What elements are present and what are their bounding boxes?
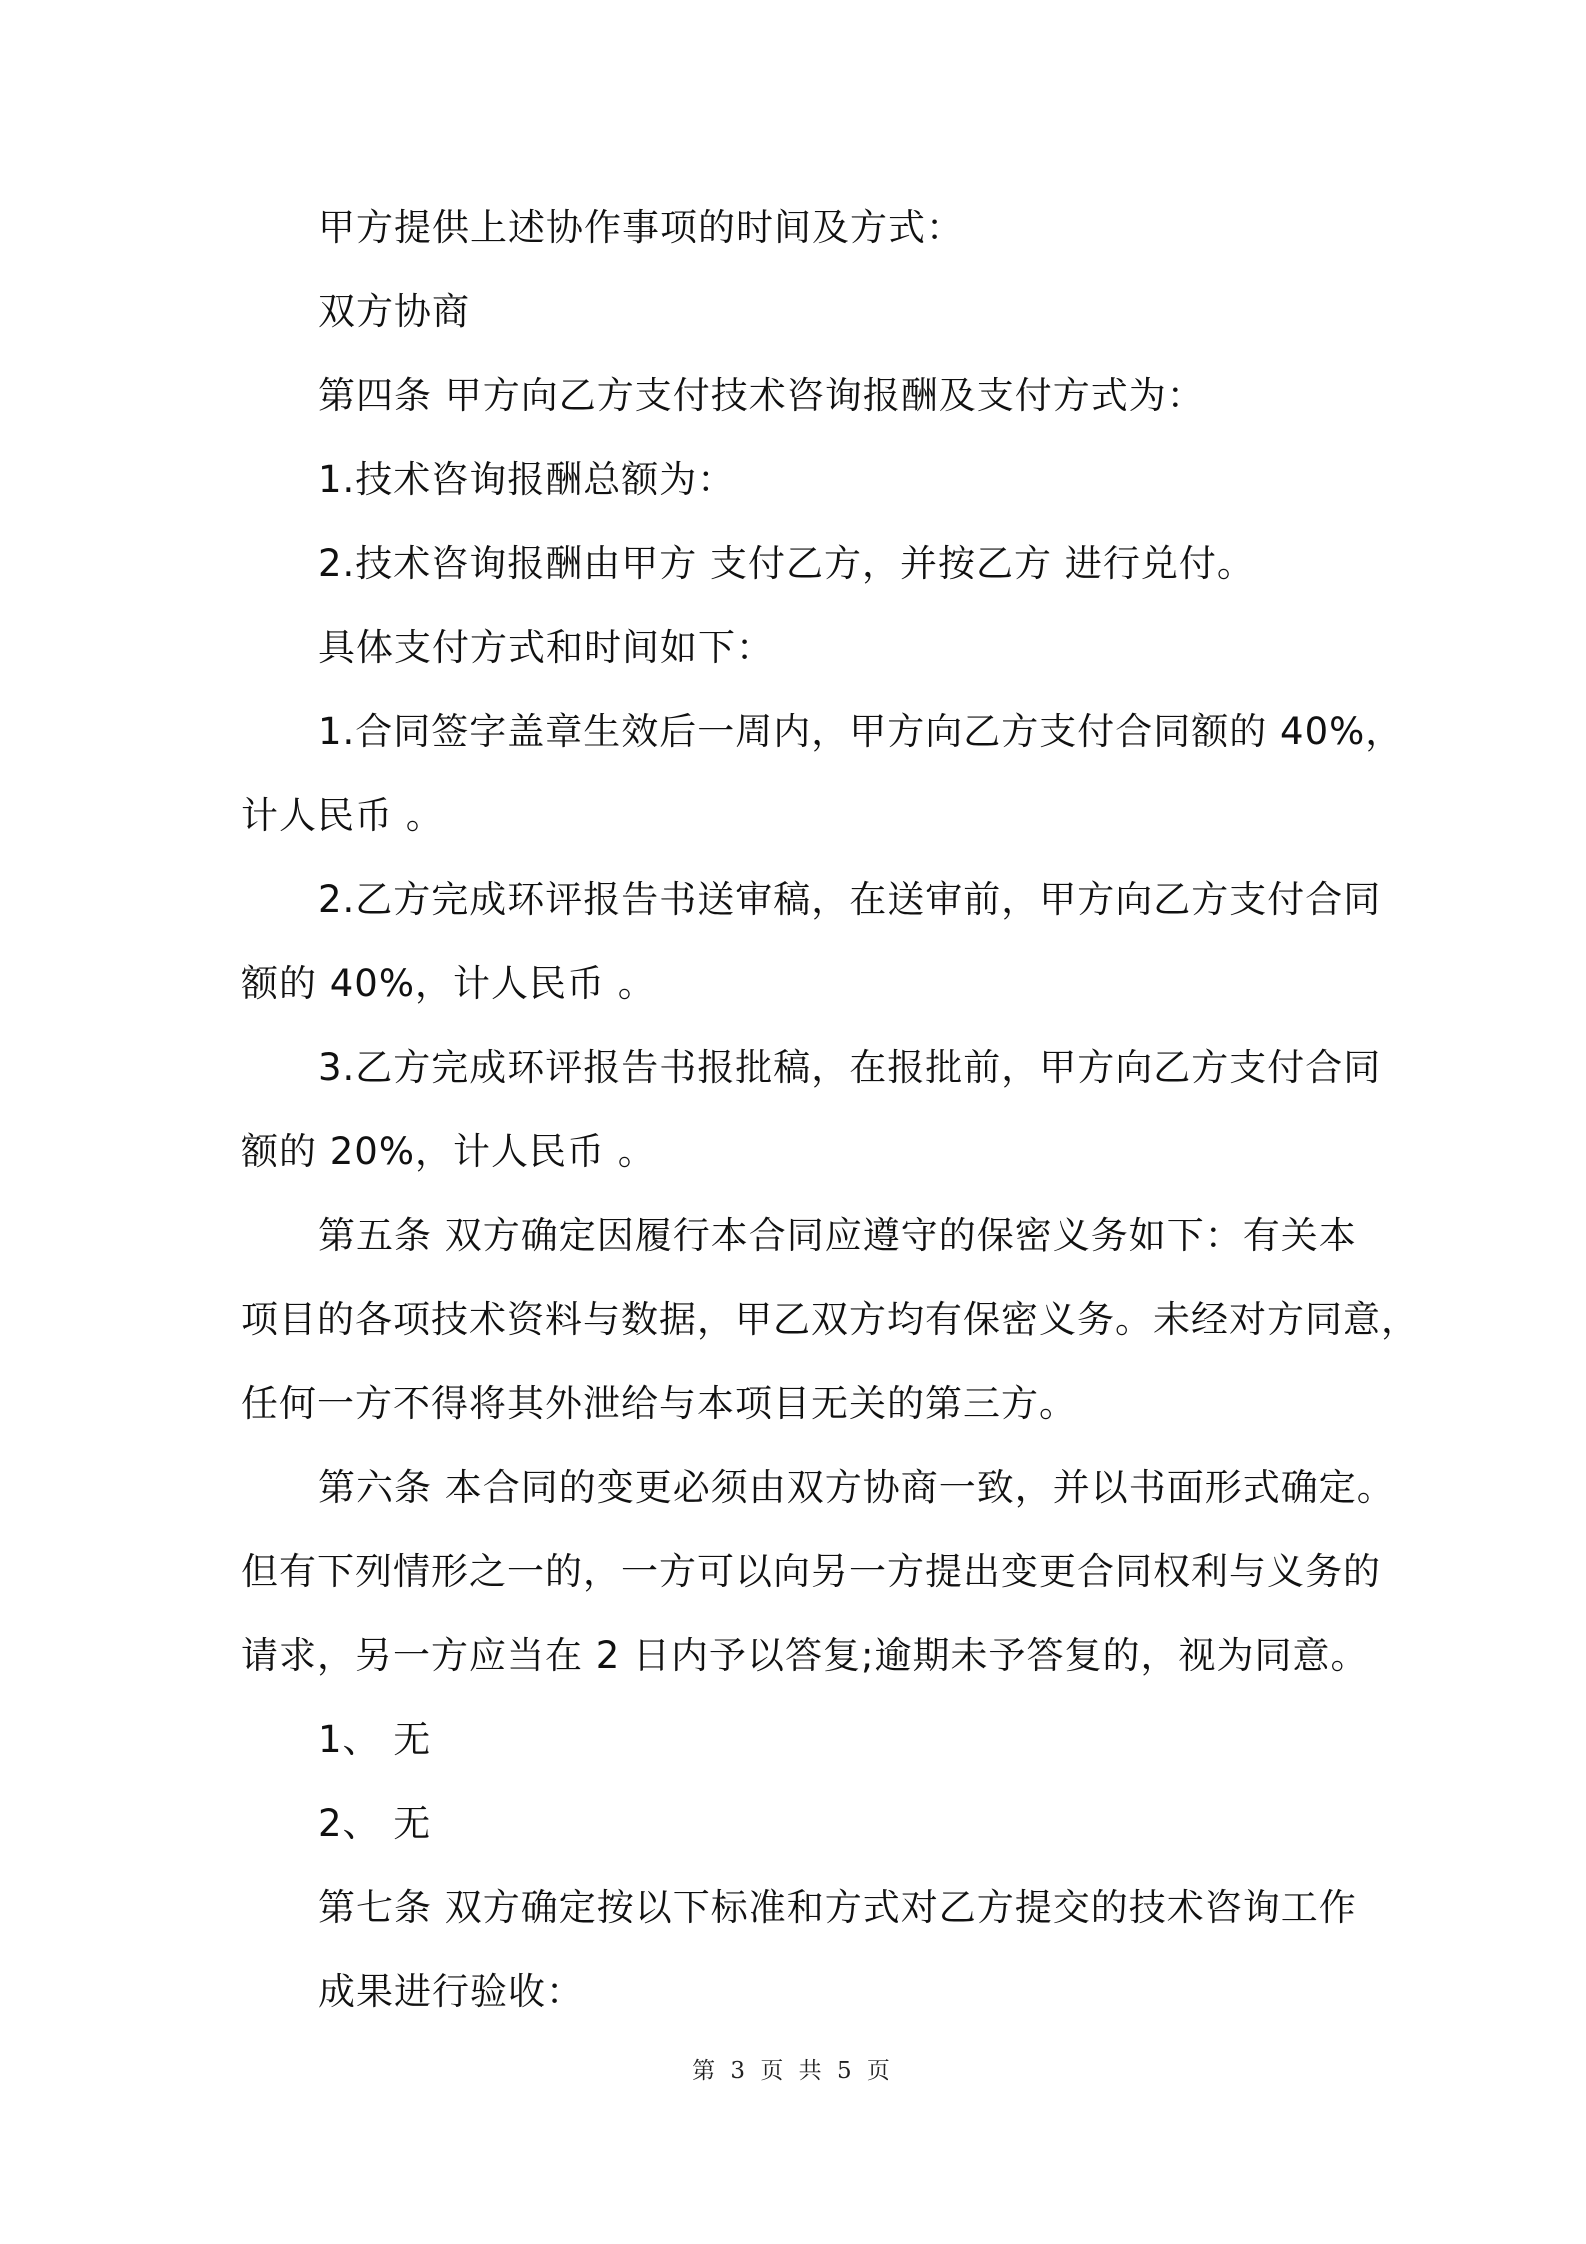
text-line: 请求，另一方应当在 2 日内予以答复;逾期未予答复的，视为同意。	[241, 1634, 1369, 1677]
text-line: 额的 40%，计人民币 。	[241, 962, 656, 1005]
list-item: 2、 无	[318, 1802, 432, 1845]
section-heading-article-7: 第七条 双方确定按以下标准和方式对乙方提交的技术咨询工作	[318, 1886, 1357, 1929]
text-line: 具体支付方式和时间如下：	[318, 626, 774, 669]
text-line: 1.合同签字盖章生效后一周内，甲方向乙方支付合同额的 40%，	[318, 710, 1404, 753]
section-heading-article-6: 第六条 本合同的变更必须由双方协商一致，并以书面形式确定。	[318, 1466, 1395, 1509]
text-line: 2.乙方完成环评报告书送审稿，在送审前，甲方向乙方支付合同	[318, 878, 1382, 921]
page-number-footer: 第 3 页 共 5 页	[692, 2058, 894, 2084]
text-line: 额的 20%，计人民币 。	[241, 1130, 656, 1173]
section-heading-article-5: 第五条 双方确定因履行本合同应遵守的保密义务如下：有关本	[318, 1214, 1357, 1257]
text-line: 2.技术咨询报酬由甲方 支付乙方，并按乙方 进行兑付。	[318, 542, 1255, 585]
list-item: 1、 无	[318, 1718, 432, 1761]
text-line: 成果进行验收：	[318, 1970, 584, 2013]
text-line: 但有下列情形之一的，一方可以向另一方提出变更合同权利与义务的	[241, 1550, 1381, 1593]
text-line: 项目的各项技术资料与数据，甲乙双方均有保密义务。未经对方同意，	[241, 1298, 1419, 1341]
text-line: 双方协商	[318, 290, 470, 333]
section-heading-article-4: 第四条 甲方向乙方支付技术咨询报酬及支付方式为：	[318, 374, 1205, 417]
text-line: 1.技术咨询报酬总额为：	[318, 458, 736, 501]
text-line: 计人民币 。	[241, 794, 444, 837]
text-line: 任何一方不得将其外泄给与本项目无关的第三方。	[241, 1382, 1077, 1425]
text-line: 甲方提供上述协作事项的时间及方式：	[318, 206, 964, 249]
text-line: 3.乙方完成环评报告书报批稿，在报批前，甲方向乙方支付合同	[318, 1046, 1382, 1089]
